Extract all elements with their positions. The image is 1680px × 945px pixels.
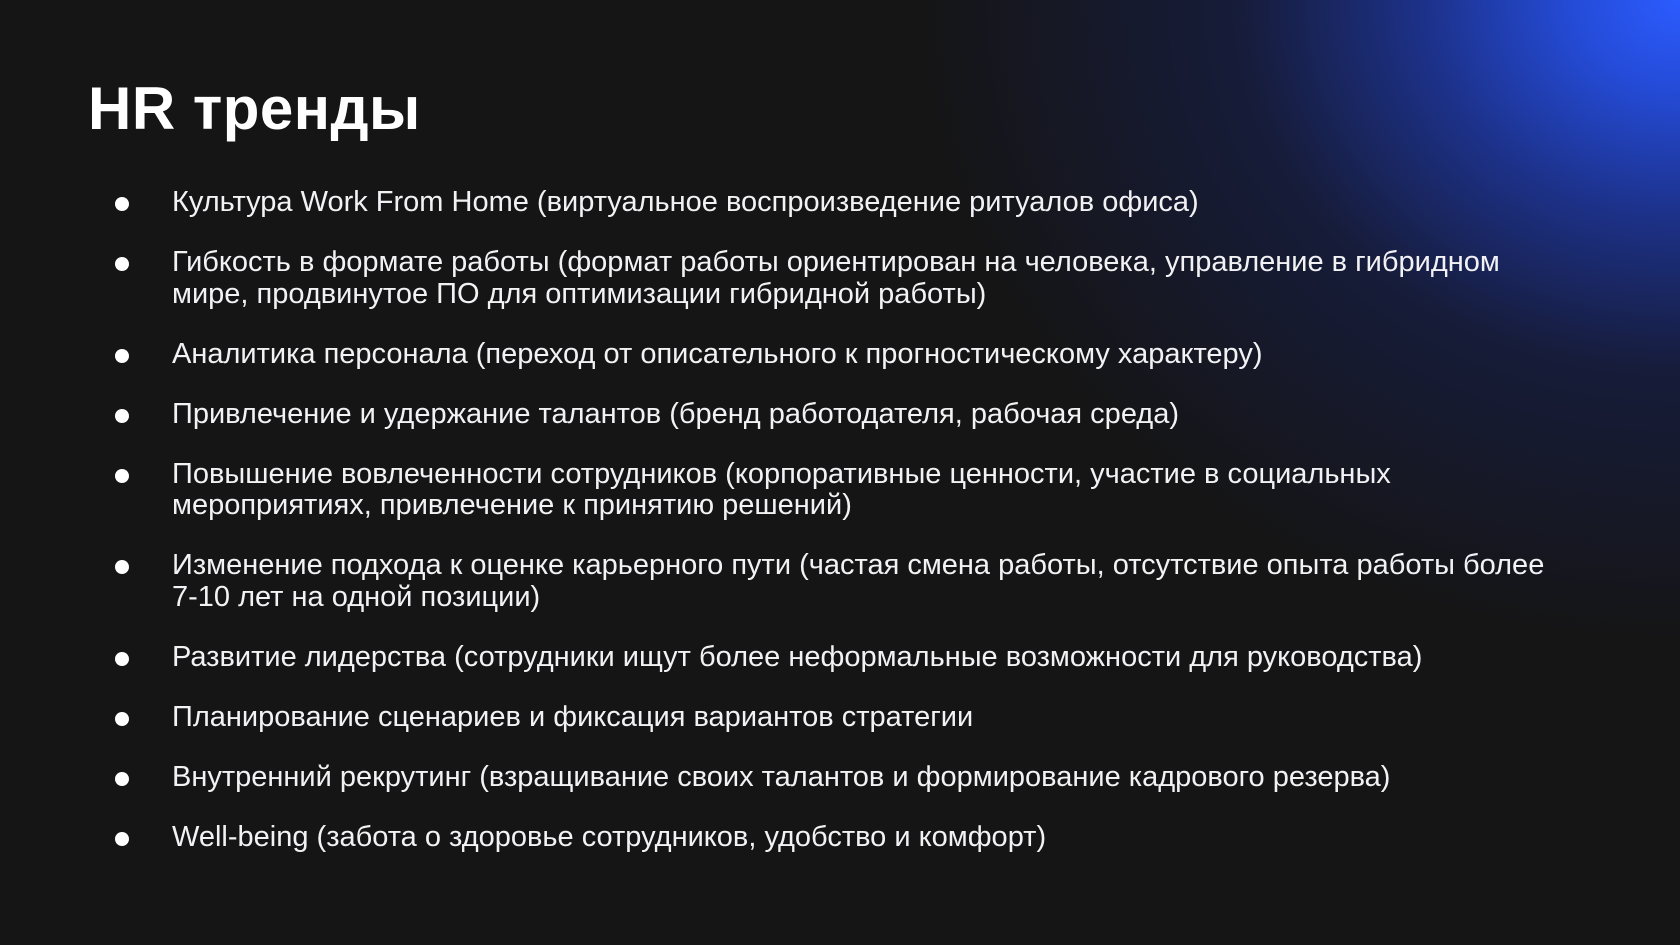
trend-item-well-being: [109, 822, 1569, 854]
trend-item-flexible-work: [109, 247, 1569, 310]
trend-item-work-from-home: [109, 187, 1569, 219]
bullet-dot-icon: [115, 712, 129, 726]
bullet-dot-icon: [115, 832, 129, 846]
trend-item-label: Повышение вовлеченности сотрудников (корпоративные ценности, участие в социальных мероприятиях, привлечение к принятию решений): [172, 457, 1391, 521]
bullet-dot-icon: [115, 197, 129, 211]
trend-item-label: Планирование сценариев и фиксация вариантов стратегии: [172, 700, 974, 733]
bullet-dot-icon: [115, 772, 129, 786]
bullet-dot-icon: [115, 409, 129, 423]
bullet-dot-icon: [115, 560, 129, 574]
bullet-dot-icon: [115, 469, 129, 483]
trend-list: [109, 187, 1569, 853]
trend-item-leadership-development: [109, 642, 1569, 674]
trend-item-label: Культура Work From Home (виртуальное воспроизведение ритуалов офиса): [172, 186, 1199, 218]
trend-item-label: Well-being (забота о здоровье сотрудников, удобство и комфорт): [172, 820, 1047, 853]
trend-item-label: Внутренний рекрутинг (взращивание своих талантов и формирование кадрового резерва): [172, 760, 1391, 793]
bullet-dot-icon: [115, 349, 129, 363]
trend-item-scenario-planning: [109, 702, 1569, 734]
bullet-dot-icon: [115, 257, 129, 271]
trend-item-people-analytics: [109, 339, 1569, 371]
trend-item-label: Привлечение и удержание талантов (бренд работодателя, рабочая среда): [172, 397, 1180, 430]
bullet-dot-icon: [115, 652, 129, 666]
trend-item-label: Развитие лидерства (сотрудники ищут более неформальные возможности для руководства): [172, 640, 1423, 673]
page-title: HR тренды: [88, 75, 421, 142]
trend-item-internal-recruiting: [109, 762, 1569, 794]
trend-item-employee-engagement: [109, 459, 1569, 522]
trend-item-talent-retention: [109, 399, 1569, 431]
trend-item-label: Изменение подхода к оценке карьерного пути (частая смена работы, отсутствие опыта работы более 7-10 лет на одной позиции): [172, 549, 1545, 613]
trend-item-career-path: [109, 550, 1569, 613]
trend-item-label: Аналитика персонала (переход от описательного к прогностическому характеру): [172, 337, 1263, 370]
trend-item-label: Гибкость в формате работы (формат работы ориентирован на человека, управление в гибридном мире, продвинутое ПО для оптимизации гибридной работы): [172, 246, 1500, 310]
